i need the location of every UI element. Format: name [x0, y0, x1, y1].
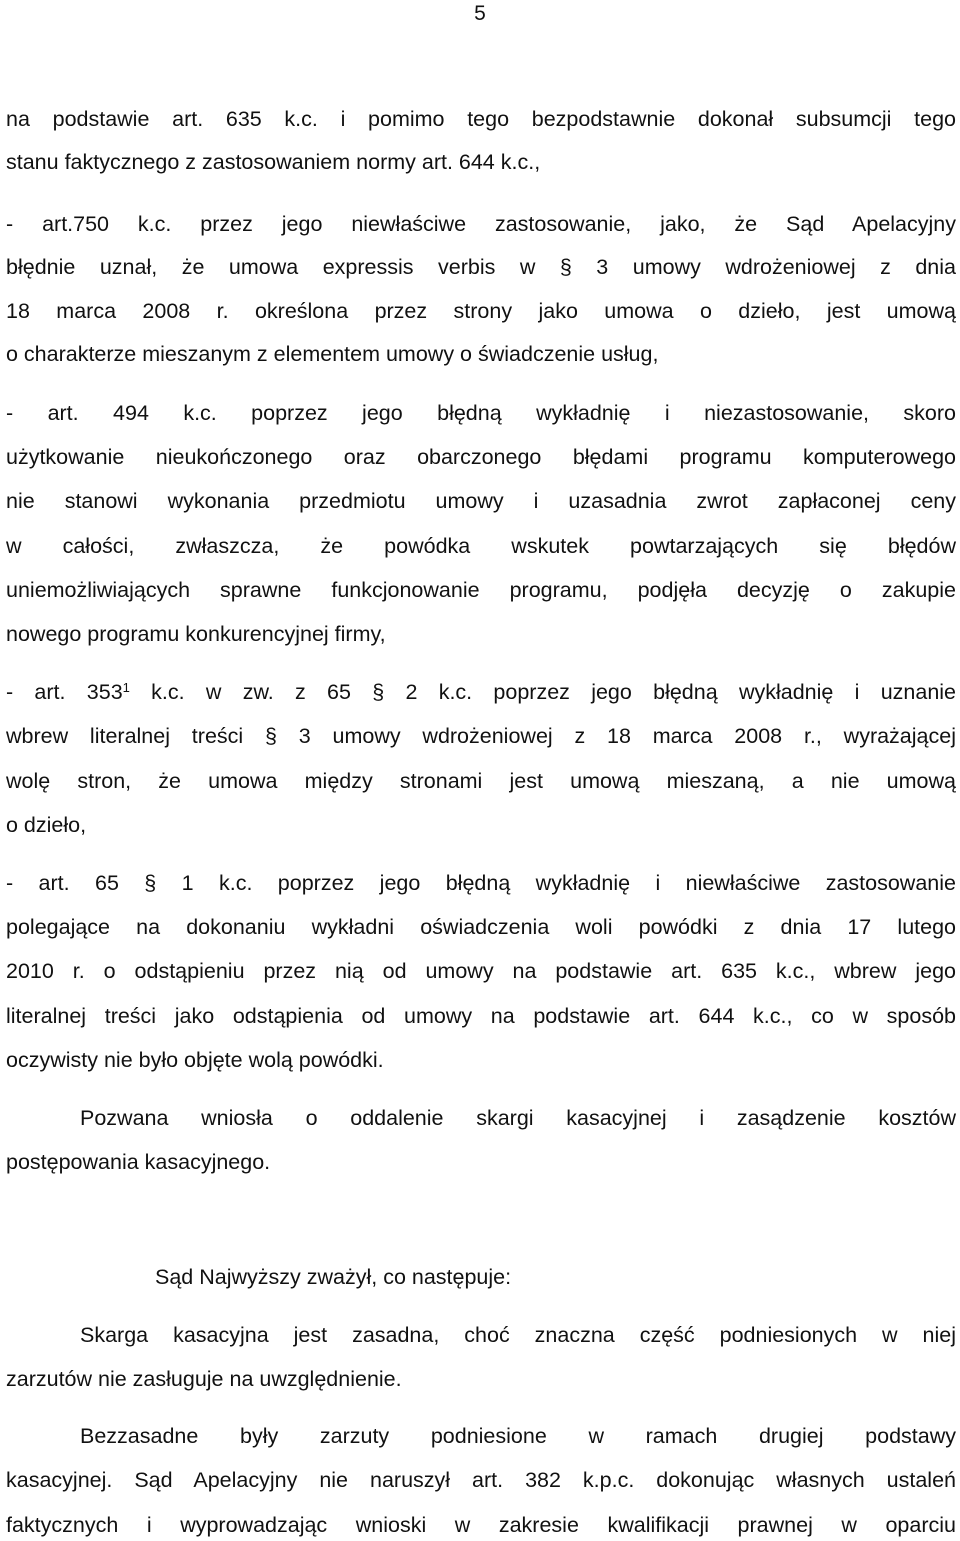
text-line: Skarga kasacyjna jest zasadna, choć znaczna część podniesionych w niej [80, 1323, 956, 1347]
text-line: uniemożliwiających sprawne funkcjonowanie programu, podjęła decyzję o zakupie [6, 578, 956, 602]
text-line: postępowania kasacyjnego. [6, 1150, 271, 1174]
text-line: kasacyjnej. Sąd Apelacyjny nie naruszył art. 382 k.p.c. dokonując własnych ustaleń [6, 1468, 956, 1492]
text-line: polegające na dokonaniu wykładni oświadczenia woli powódki z dnia 17 lutego [6, 915, 956, 939]
text-line: - art.750 k.c. przez jego niewłaściwe zastosowanie, jako, że Sąd Apelacyjny [6, 212, 956, 236]
text-line: o charakterze mieszanym z elementem umowy o świadczenie usług, [6, 342, 659, 366]
text-segment: k.c. w zw. z 65 § 2 k.c. poprzez jego błędną wykładnię i uznanie [129, 680, 957, 704]
text-line: w całości, zwłaszcza, że powódka wskutek powtarzających się błędów [6, 534, 956, 558]
text-line: Pozwana wniosła o oddalenie skargi kasacyjnej i zasądzenie kosztów [80, 1106, 956, 1130]
text-line: oczywisty nie było objęte wolą powódki. [6, 1048, 384, 1072]
text-line: użytkowanie nieukończonego oraz obarczonego błędami programu komputerowego [6, 445, 956, 469]
text-line: faktycznych i wyprowadzając wnioski w zakresie kwalifikacji prawnej w oparciu [6, 1513, 956, 1537]
text-line: stanu faktycznego z zastosowaniem normy art. 644 k.c., [6, 150, 541, 174]
page-number: 5 [474, 2, 486, 25]
text-line: o dzieło, [6, 813, 87, 837]
text-segment: - art. 353 [6, 680, 123, 704]
text-line: literalnej treści jako odstąpienia od umowy na podstawie art. 644 k.c., co w sposób [6, 1004, 956, 1028]
text-line: wolę stron, że umowa między stronami jest umową mieszaną, a nie umową [6, 769, 956, 793]
text-line [6, 677, 956, 707]
superscript: 1 [122, 680, 130, 695]
text-line: zarzutów nie zasługuje na uwzględnienie. [6, 1367, 402, 1391]
text-line: na podstawie art. 635 k.c. i pomimo tego bezpodstawnie dokonał subsumcji tego [6, 107, 956, 131]
text-line: 18 marca 2008 r. określona przez strony jako umowa o dzieło, jest umową [6, 299, 956, 323]
text-line: wbrew literalnej treści § 3 umowy wdrożeniowej z 18 marca 2008 r., wyrażającej [6, 724, 956, 748]
text-line: - art. 65 § 1 k.c. poprzez jego błędną wykładnię i niewłaściwe zastosowanie [6, 871, 956, 895]
text-line: nowego programu konkurencyjnej firmy, [6, 622, 386, 646]
text-line: - art. 494 k.c. poprzez jego błędną wykładnię i niezastosowanie, skoro [6, 401, 956, 425]
text-line: Sąd Najwyższy zważył, co następuje: [155, 1265, 512, 1289]
text-line: Bezzasadne były zarzuty podniesione w ramach drugiej podstawy [80, 1424, 956, 1448]
text-line: nie stanowi wykonania przedmiotu umowy i uzasadnia zwrot zapłaconej ceny [6, 489, 956, 513]
text-line: 2010 r. o odstąpieniu przez nią od umowy na podstawie art. 635 k.c., wbrew jego [6, 959, 956, 983]
text-line: błędnie uznał, że umowa expressis verbis w § 3 umowy wdrożeniowej z dnia [6, 255, 956, 279]
